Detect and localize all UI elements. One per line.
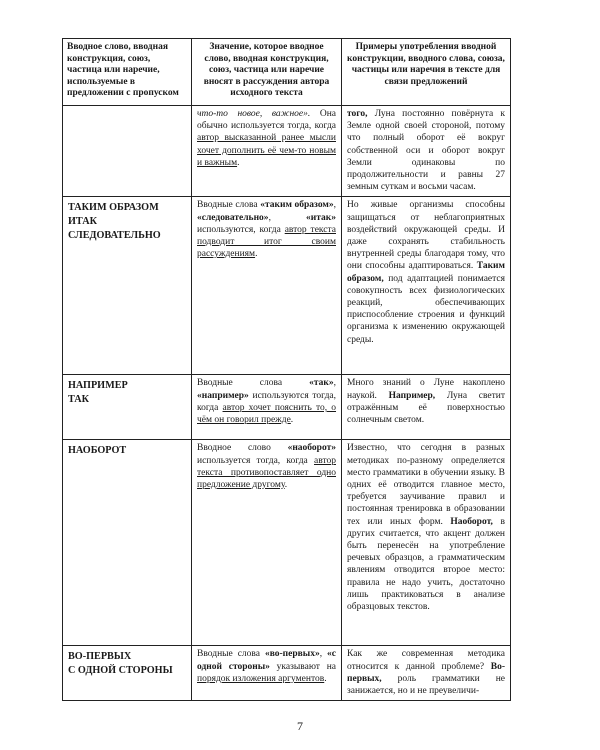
header-meaning: Значение, которое вводное слово, вводная конструкция, союз, частица или наречие вносят в рассуждения автора исходного текста bbox=[192, 39, 342, 106]
table-row bbox=[63, 646, 511, 701]
meaning-cell: Вводные слова «во-первых», «с одной стороны» указывают на порядок изложения аргументов. bbox=[192, 646, 342, 701]
example-cell: Известно, что сегодня в разных методиках по-разному определяется место грамматики в обучении языку. В одних её отводится главное место, требуется заучивание правил и постоянная тренировка в образовании тех или иных форм. Наоборот, в других считается, что акцент должен быть перенесён на употребление речевых образцов, а грамматическим явлениям отводится второе место: правила не надо учить, достаточно лишь практиковаться в анализе образцовых текстов. bbox=[342, 440, 511, 646]
table-row bbox=[63, 197, 511, 375]
word-cell: ВО-ПЕРВЫХ С ОДНОЙ СТОРОНЫ bbox=[63, 646, 192, 701]
page-number: 7 bbox=[297, 719, 303, 733]
example-cell: того, Луна постоянно повёрнута к Земле одной своей стороной, потому что полный оборот её вокруг собственной оси и оборот вокруг Земли одинаковы по продолжительности и равны 27 земным суткам и восьми часам. bbox=[342, 106, 511, 197]
table-row bbox=[63, 375, 511, 440]
meaning-cell: Вводные слова «так», «например» используются тогда, когда автор хочет пояснить то, о чём он говорил прежде. bbox=[192, 375, 342, 440]
header-example: Примеры употребления вводной конструкции, вводного слова, союза, частицы или наречия в тексте для связи предложений bbox=[342, 39, 511, 106]
reference-table bbox=[62, 38, 511, 701]
example-cell: Много знаний о Луне накоплено наукой. Например, Луна светит отражённым её поверхностью солнечным светом. bbox=[342, 375, 511, 440]
header-word: Вводное слово, вводная конструкция, союз, частица или наречие, используемые в предложении с пропуском bbox=[63, 39, 192, 106]
meaning-cell: что-то новое, важное». Она обычно используется тогда, когда автор высказанной ранее мысли хочет дополнить её чем-то новым и важным. bbox=[192, 106, 342, 197]
table-row bbox=[63, 440, 511, 646]
example-cell: Как же современная методика относится к данной проблеме? Во-первых, роль грамматики не занижается, но и не преувеличи- bbox=[342, 646, 511, 701]
word-cell: НАОБОРОТ bbox=[63, 440, 192, 646]
word-cell: ТАКИМ ОБРАЗОМ ИТАК СЛЕДОВАТЕЛЬНО bbox=[63, 197, 192, 375]
word-cell bbox=[63, 106, 192, 197]
table-row bbox=[63, 106, 511, 197]
meaning-cell: Вводное слово «наоборот» используется тогда, когда автор текста противопоставляет одно предложение другому. bbox=[192, 440, 342, 646]
example-cell: Но живые организмы способны защищаться от неблагоприятных воздействий окружающей среды. И даже сохранять стабильность внутренней среды благодаря тому, что они способны адаптироваться. Таким образом, под адаптацией понимается совокупность всех физиологических реакций, обеспечивающих приспособление строения и функций организма к изменению окружающей среды. bbox=[342, 197, 511, 375]
word-cell: НАПРИМЕР ТАК bbox=[63, 375, 192, 440]
meaning-cell: Вводные слова «таким образом», «следовательно», «итак» используются, когда автор текста подводит итог своим рассуждениям. bbox=[192, 197, 342, 375]
table-header-row bbox=[63, 39, 511, 106]
